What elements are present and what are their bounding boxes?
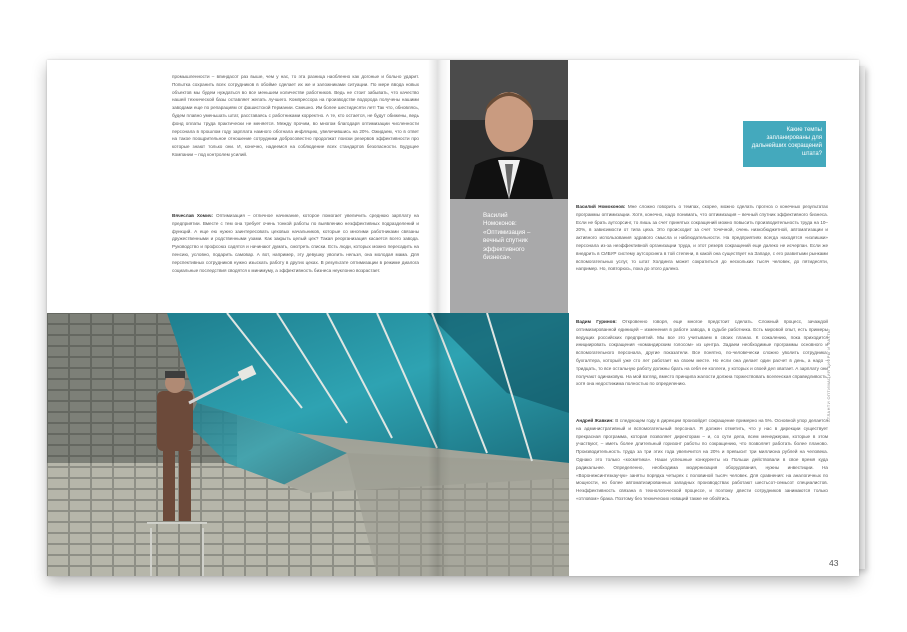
quote-line: Номоконов: bbox=[483, 220, 517, 228]
speaker-text: В следующем году в дирекции произойдет сокращение примерно на 5%. Основной упор делается на административный и вспомогательный персонал. Я должен отметить, что у нас в дирекции существует прекрасная программа, которая позволяет директорам – и, со сути дела, всем менеджерам, которые в этом участвуют, – иметь более длительный горизонт работы по сокращению, что позволяет работать более планово. Производительность труда за три этих года увеличится на 20% и превысит три миллиона рублей на человека. Однако это только «косметика». Наши успешные конкуренты из Польши действовали в свое время куда радикальнее. Определенно, необходима модернизация оборудования, нужны инвестиции. На «Воронежсинтезкаучук» заняты порядка четырех с половиной тысяч человек. Для сравнения: на аналогичных по мощности, но более автоматизированных западных производствах работают шестьсот-семьсот специалистов. Неэффективность связана в технологической процессе, и поэтому двести сотрудников занимаются только «отловом» брака. Поэтому без технических новаций также не обойтись. bbox=[576, 418, 828, 501]
portrait-illustration bbox=[450, 60, 568, 199]
photo-worker-painting-wall bbox=[47, 313, 569, 576]
left-column-intro bbox=[172, 73, 419, 159]
quote-line: Василий bbox=[483, 212, 508, 219]
portrait-photo-nomokonov bbox=[450, 60, 568, 199]
page-number: 43 bbox=[829, 558, 839, 568]
quote-line: эффективного bbox=[483, 245, 525, 253]
nomokonov-paragraph bbox=[576, 203, 828, 273]
photo-illustration bbox=[47, 313, 569, 576]
pull-quote bbox=[483, 212, 563, 262]
answer-gurinov bbox=[576, 318, 828, 388]
speaker-name: Вадим Гуринов: bbox=[576, 319, 617, 324]
zhavkin-paragraph bbox=[576, 417, 828, 503]
question-callout: Какие темпы запланированы для дальнейших сокращений штата? bbox=[751, 127, 822, 157]
vertical-section-label: АТЛАНТИ ОПТИМАЦИЯ ЦИФРЫ И ФАКТЫ bbox=[826, 329, 831, 422]
quote-line: вечный спутник bbox=[483, 237, 528, 245]
answer-nomokonov bbox=[576, 203, 828, 273]
speaker-name: Вячеслав Хомич: bbox=[172, 213, 214, 218]
khomich-paragraph bbox=[172, 212, 419, 274]
left-column-khomich bbox=[172, 212, 419, 274]
speaker-text: Мне сложно говорить о темпах, скорее, можно сделать прогноз о конечных результатах программы оптимизации. Хотя, конечно, надо понимать, что оптимизация – вечный спутник эффективного бизнеса. Если не брать аутсорсинг, то лишь за счет принятых сокращений можно повысить производительность труда на 10–20%, в зависимости от типа цеха. Это происходит за счет точечной, очень низкобюджетной, автоматизации и активного использования здравого смысла и наблюдательности. На предприятиях всегда находятся «излишки» персонала из-за неэффективной организации труда, и этот резерв сокращений еще далеко не исчерпан. Если же внедрить в СИБУР систему аутсорсинга в той степени, в какой она существует на Западе, с его развитыми рынками вспомогательных услуг, то штат Холдинга может сократиться до нескольких тысяч человек, до пятидесяти, например. Но, повторюсь, пока до этого далеко. bbox=[576, 204, 828, 272]
speaker-text: Оптимизация – отличное начинание, которое помогает увеличить среднюю зарплату на предприятии. Вместе с тем она требует очень тонкой работы по выявлению неэффективных подразделений и функций. А еще ею нужно заинтересовать цеховых начальников, которые со многими работниками связаны дружественными и родственными узами. Как закрыть целый цех? Такая реорганизация касается всего завода. Руководство и профсоюз садятся и начинают думать, смотреть списки. Есть люди, которых можно пересадить на пенсию, условно, подарить самовар. А вот, например, эту девушку уволить нельзя, она молодая мама. Для перспективных сотрудников нужно изыскать работу в других цехах. В результате оптимизации в режиме диалога социальные последствия сводятся к минимуму, а эффективность бизнеса неуклонно возрастает. bbox=[172, 213, 419, 273]
speaker-name: Василий Номоконов: bbox=[576, 204, 626, 209]
answer-zhavkin bbox=[576, 417, 828, 503]
speaker-name: Андрей Жавкин: bbox=[576, 418, 614, 423]
intro-paragraph: промышленности – впиндасот раз выше, чем у нас, то эта разница наобленно как догоные и больно ударит. Попытка сохранить всех сотрудников в обойме сделает их же и заложниками ситуации. По мере ввода новых объектов мы будем нуждаться во все меньшем количестве работников. Ведь не стоит забывать, что качество нашей технической базы оставляет желать лучшего. Компрессора на производстве водорода получены нашими заводами еще по репарациям от фашистской Германии. Смешно. Им более шестидесяти лет! Так что, обновлясь, будем плавно уменьшать штат, расставаясь с работниками корректно. А те, кто остается, не будут обижены, ведь фонд оплаты труда практически не меняется. Между прочим, во многом благодаря оптимизации численности персонала в прошлом году зарплата намного обогнала инфляцию, увеличившись на 20%. Ожидаем, что в ответ на такое поощрительное отношение сотрудники добросовестно продолжат поиски резервов эффективности про которые знают только они. И, конечно, надеемся на соблюдение всех стандартов безопасности. Будущее Компании – под контролем усилий. bbox=[172, 74, 419, 157]
speaker-text: Откровенно говоря, еще многое предстоит сделать. Сложный процесс, зачаждой оптимизированной единицей – изменения в работе завода, в судьбе работника. Есть мировой опыт, есть примеры ведущих российских предприятий. Мы все это учитываем в своих планах. К сожалению, пока приходится инициировать сокращения «командирским голосом» из центра. Задаем необходимые программы основного и вспомогательного персонала, другие показатели. Все понятно, по-человечески сложно уволить сотрудника: бухгалтера, который уже сто лет работает на своем месте. Но если она делает один расчет в день, а надо – тридцать, то все остальную работу должны брать на себя ее коллеги, у которых и своей дел хватает. А зарплату они получают одинаковую. На мой взгляд, вместо принципа жалости должна торжествовать вселенская справедливость, хотя она недостижима полностью по определению. bbox=[576, 319, 828, 387]
gurinov-paragraph bbox=[576, 318, 828, 388]
quote-line: «Оптимизация – bbox=[483, 228, 531, 236]
quote-line: бизнеса». bbox=[483, 254, 512, 262]
